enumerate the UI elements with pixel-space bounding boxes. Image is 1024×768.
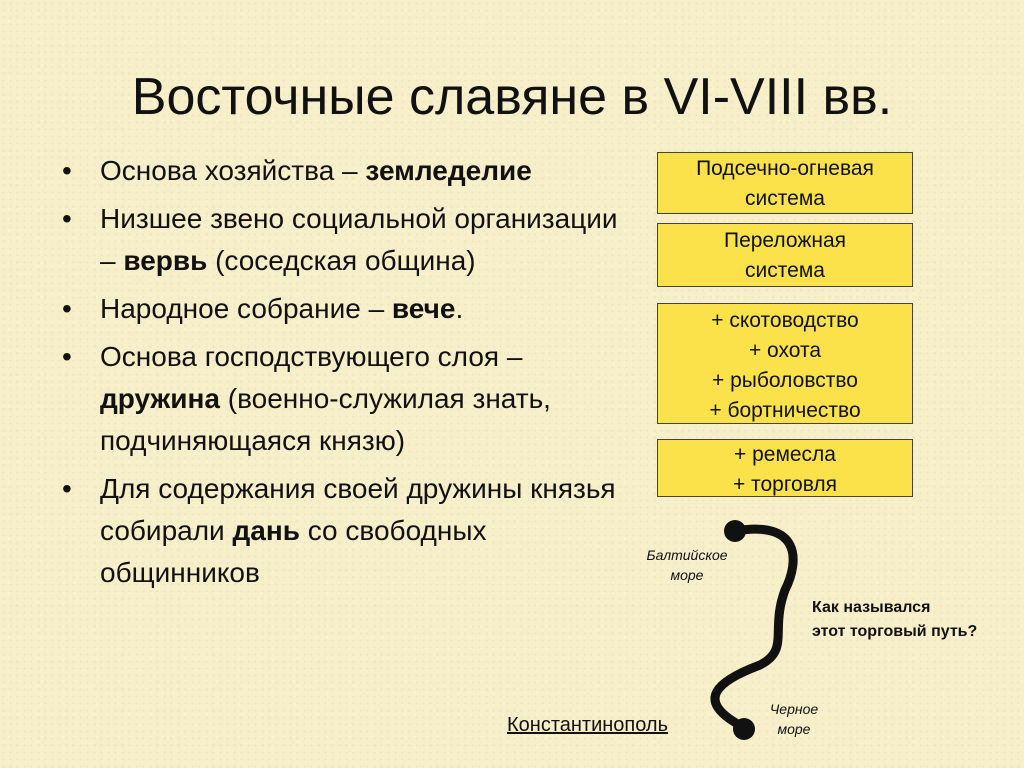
bullet-text: (военно-служилая знать, подчиняющаяся князю) [100, 383, 551, 456]
bullet-keyword: дружина [100, 383, 220, 414]
bullet-text: Низшее звено социальной организации – [100, 203, 618, 276]
bullet-text: Основа хозяйства – [100, 155, 366, 186]
bullet-text: Народное собрание – [100, 293, 392, 324]
bullet-dot-icon: • [62, 203, 72, 234]
box-line: Переложная [723, 229, 847, 252]
baltic-sea-label [632, 545, 742, 585]
bullet-text: . [455, 293, 464, 324]
bullet-dot-icon: • [62, 341, 72, 372]
black-sea-label-line: море [777, 721, 811, 737]
baltic-sea-label-line: Балтийское [646, 547, 728, 563]
slide-title: Восточные славяне в VI-VIII вв. [131, 68, 893, 126]
baltic-sea-point-icon [724, 520, 746, 542]
black-sea-label-line: Черное [769, 701, 819, 717]
black-sea-label [752, 699, 836, 739]
question-line: этот торговый путь? [812, 623, 978, 640]
route-question [812, 596, 977, 644]
baltic-sea-label-line: море [670, 567, 704, 583]
box-line: + рыболовство [712, 369, 858, 392]
box-line: + бортничество [709, 399, 861, 422]
bullet-text: (соседская община) [207, 245, 476, 276]
box-line: + охота [748, 339, 822, 362]
bullet-dot-icon: • [62, 473, 72, 504]
box-line: + ремесла [733, 443, 836, 466]
question-line: Как назывался [812, 599, 931, 616]
constantinople-label: Константинополь [507, 714, 669, 736]
box-line: + торговля [732, 473, 837, 496]
bullet-keyword: вервь [123, 245, 208, 276]
bullet-keyword: вече [391, 293, 456, 324]
bullet-keyword: земледелие [365, 155, 532, 186]
bullet-keyword: дань [232, 515, 300, 546]
bullet-text: Для содержания своей дружины князья собирали [100, 473, 616, 546]
bullet-dot-icon: • [62, 293, 72, 324]
box-line: система [745, 259, 825, 282]
box-line: система [745, 187, 825, 210]
bullet-text: со свободных общинников [100, 515, 487, 588]
bullet-text: Основа господствующего слоя – [100, 341, 523, 372]
bullet-dot-icon: • [62, 155, 72, 186]
box-line: Подсечно-огневая [696, 157, 874, 180]
box-line: + скотоводство [711, 309, 859, 332]
